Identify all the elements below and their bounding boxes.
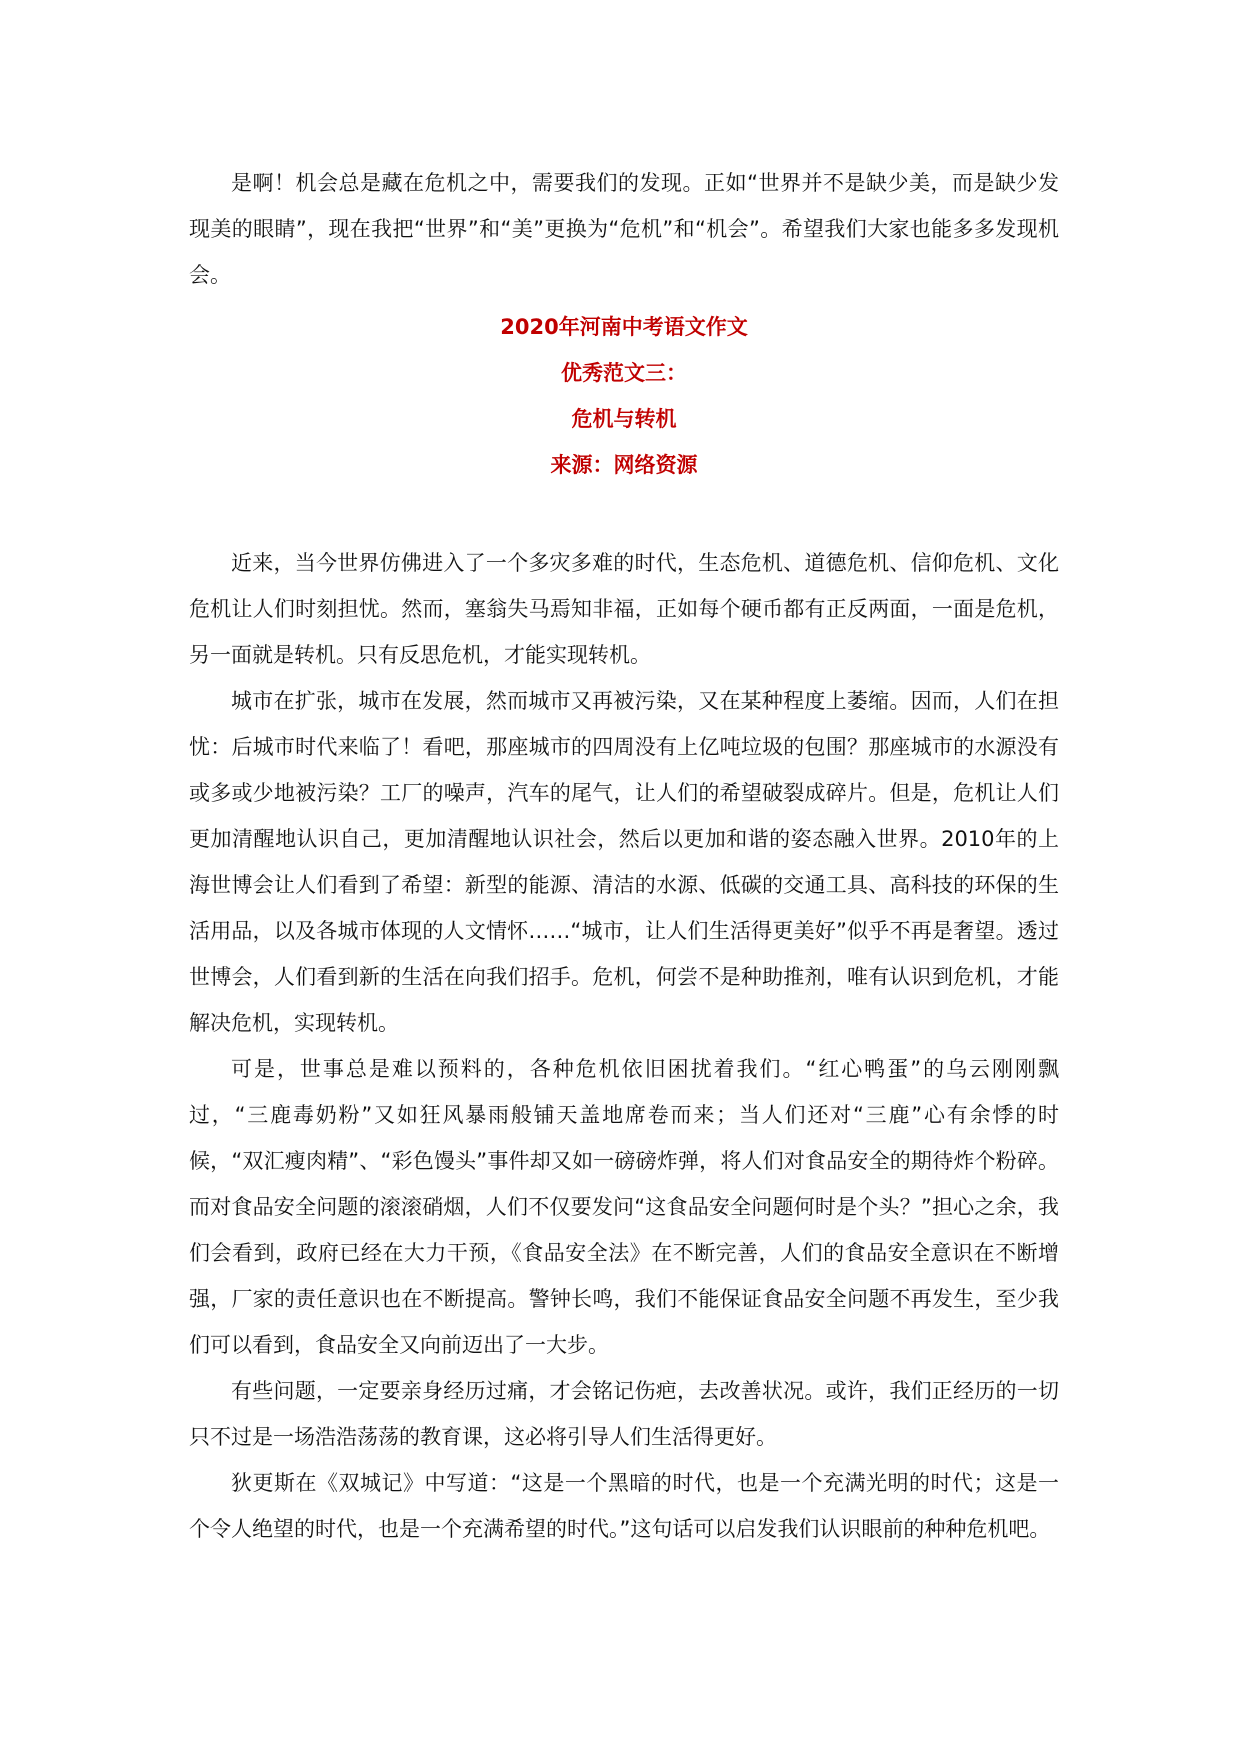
document-body bbox=[189, 160, 1059, 1552]
essay-paragraph-1: 近来，当今世界仿佛进入了一个多灾多难的时代，生态危机、道德危机、信仰危机、文化危机让人们时刻担忧。然而，塞翁失马焉知非福，正如每个硬币都有正反两面，一面是危机，另一面就是转机。只有反思危机，才能实现转机。 bbox=[189, 551, 1059, 667]
essay-paragraph-2: 城市在扩张，城市在发展，然而城市又再被污染，又在某种程度上萎缩。因而，人们在担忧：后城市时代来临了！看吧，那座城市的四周没有上亿吨垃圾的包围？那座城市的水源没有或多或少地被污染？工厂的噪声，汽车的尾气，让人们的希望破裂成碎片。但是，危机让人们更加清醒地认识自己，更加清醒地认识社会，然后以更加和谐的姿态融入世界。2010年的上海世博会让人们看到了希望：新型的能源、清洁的水源、低碳的交通工具、高科技的环保的生活用品，以及各城市体现的人文情怀……“城市，让人们生活得更美好”似乎不再是奢望。透过世博会，人们看到新的生活在向我们招手。危机，何尝不是种助推剂，唯有认识到危机，才能解决危机，实现转机。 bbox=[189, 689, 1059, 1035]
essay-paragraph-4: 有些问题，一定要亲身经历过痛，才会铭记伤疤，去改善状况。或许，我们正经历的一切只不过是一场浩浩荡荡的教育课，这必将引导人们生活得更好。 bbox=[189, 1379, 1059, 1449]
essay-heading bbox=[189, 304, 1059, 488]
source-line: 来源：网络资源 bbox=[550, 453, 698, 477]
essay-paragraph-3: 可是，世事总是难以预料的，各种危机依旧困扰着我们。“红心鸭蛋”的乌云刚刚飘过，“三鹿毒奶粉”又如狂风暴雨般铺天盖地席卷而来；当人们还对“三鹿”心有余悸的时候，“双汇瘦肉精”、“彩色馒头”事件却又如一磅磅炸弹，将人们对食品安全的期待炸个粉碎。而对食品安全问题的滚滚硝烟，人们不仅要发问“这食品安全问题何时是个头？”担心之余，我们会看到，政府已经在大力干预，《食品安全法》在不断完善，人们的食品安全意识在不断增强，厂家的责任意识也在不断提高。警钟长鸣，我们不能保证食品安全问题不再发生，至少我们可以看到，食品安全又向前迈出了一大步。 bbox=[189, 1057, 1059, 1357]
essay-paragraph-5: 狄更斯在《双城记》中写道：“这是一个黑暗的时代，也是一个充满光明的时代；这是一个令人绝望的时代，也是一个充满希望的时代。”这句话可以启发我们认识眼前的种种危机吧。 bbox=[189, 1471, 1059, 1541]
intro-paragraph: 是啊！机会总是藏在危机之中，需要我们的发现。正如“世界并不是缺少美，而是缺少发现美的眼睛”，现在我把“世界”和“美”更换为“危机”和“机会”。希望我们大家也能多多发现机会。 bbox=[189, 171, 1059, 287]
essay-title: 危机与转机 bbox=[571, 407, 677, 431]
document-subtitle: 优秀范文三： bbox=[561, 361, 687, 385]
document-title: 2020年河南中考语文作文 bbox=[500, 315, 748, 339]
